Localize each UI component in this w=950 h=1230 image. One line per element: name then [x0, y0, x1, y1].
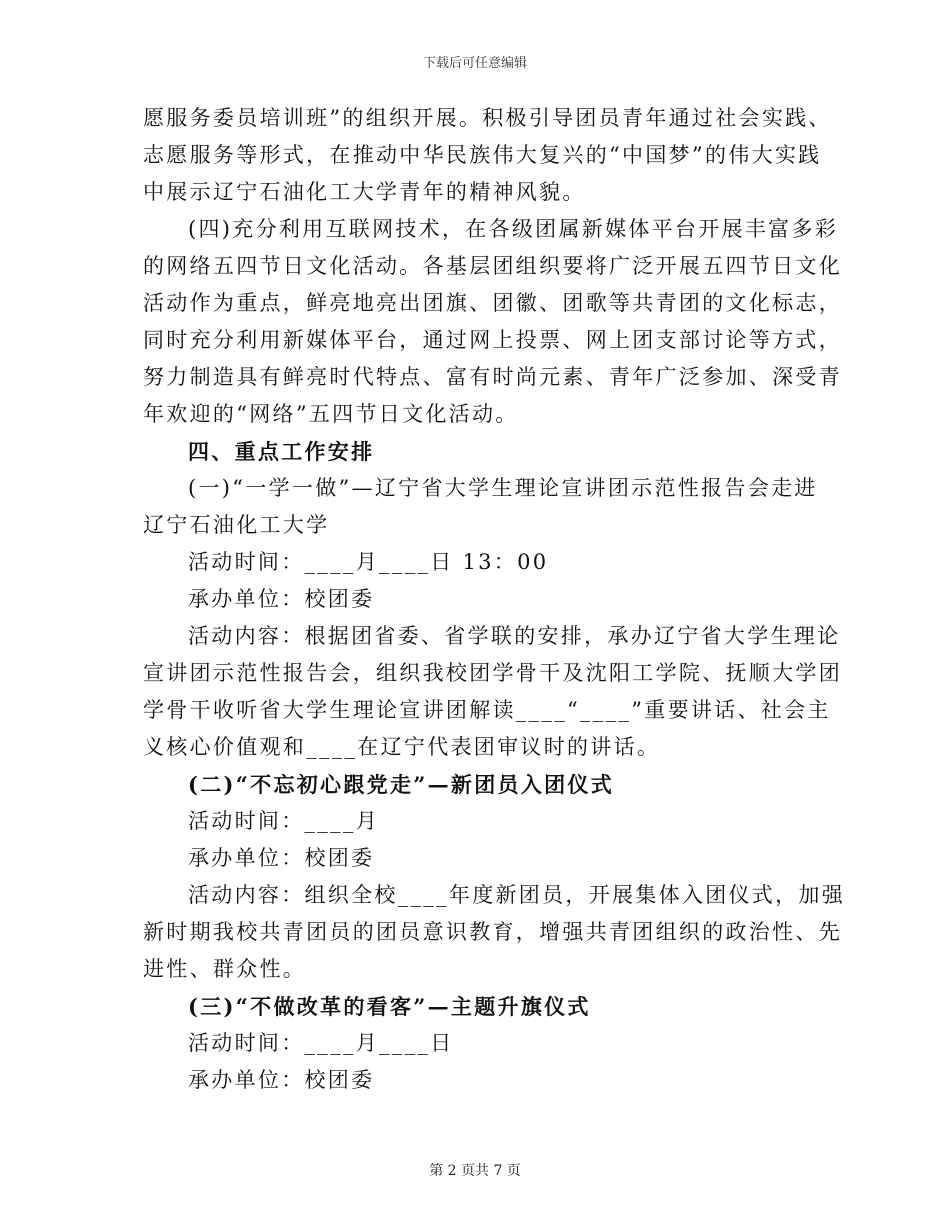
organizer-unit: 承办单位：校团委 — [188, 587, 375, 611]
activity-time: 活动时间：____月 — [188, 809, 379, 833]
paragraph-line: 努力制造具有鲜亮时代特点、富有时尚元素、青年广泛参加、深受青 — [143, 365, 842, 389]
paragraph-line: 志愿服务等形式，在推动中华民族伟大复兴的“中国梦”的伟大实践 — [143, 143, 822, 167]
section-heading: 四、重点工作安排 — [188, 439, 375, 464]
activity-content: 义核心价值观和____在辽宁代表团审议时的讲话。 — [143, 735, 661, 759]
activity-content: 活动内容：组织全校____年度新团员，开展集体入团仪式，加强 — [188, 883, 845, 907]
page-number: 第 2 页共 7 页 — [429, 1163, 521, 1179]
document-body — [143, 100, 845, 1099]
activity-time: 活动时间：____月____日 13：00 — [188, 550, 549, 574]
page-header-note: 下载后可任意编辑 — [422, 56, 527, 71]
activity-time: 活动时间：____月____日 — [188, 1031, 454, 1055]
subsection-heading: (二)“不忘初心跟党走”—新团员入团仪式 — [188, 772, 615, 797]
activity-content: 进性、群众性。 — [143, 957, 307, 981]
organizer-unit: 承办单位：校团委 — [188, 1068, 375, 1092]
paragraph-line: 同时充分利用新媒体平台，通过网上投票、网上团支部讨论等方式， — [143, 328, 842, 352]
paragraph-line: 年欢迎的“网络”五四节日文化活动。 — [143, 402, 519, 426]
paragraph-line: 的网络五四节日文化活动。各基层团组织要将广泛开展五四节日文化 — [143, 254, 842, 278]
subsection-heading: (一)“一学一做”—辽宁省大学生理论宣讲团示范性报告会走进 — [188, 476, 818, 500]
activity-content: 新时期我校共青团员的团员意识教育，增强共青团组织的政治性、先 — [143, 920, 842, 944]
paragraph-line: 愿服务委员培训班”的组织开展。积极引导团员青年通过社会实践、 — [143, 106, 832, 130]
activity-content: 活动内容：根据团省委、省学联的安排，承办辽宁省大学生理论 — [188, 624, 841, 648]
paragraph-line: 中展示辽宁石油化工大学青年的精神风貌。 — [143, 180, 586, 204]
subsection-heading: 辽宁石油化工大学 — [143, 513, 330, 537]
paragraph-line: (四)充分利用互联网技术，在各级团属新媒体平台开展丰富多彩 — [188, 217, 839, 241]
organizer-unit: 承办单位：校团委 — [188, 846, 375, 870]
paragraph-line: 活动作为重点，鲜亮地亮出团旗、团徽、团歌等共青团的文化标志， — [143, 291, 842, 315]
activity-content: 学骨干收听省大学生理论宣讲团解读____“____”重要讲话、社会主 — [143, 698, 831, 722]
activity-content: 宣讲团示范性报告会，组织我校团学骨干及沈阳工学院、抚顺大学团 — [143, 661, 842, 685]
subsection-heading: (三)“不做改革的看客”—主题升旗仪式 — [188, 994, 591, 1019]
